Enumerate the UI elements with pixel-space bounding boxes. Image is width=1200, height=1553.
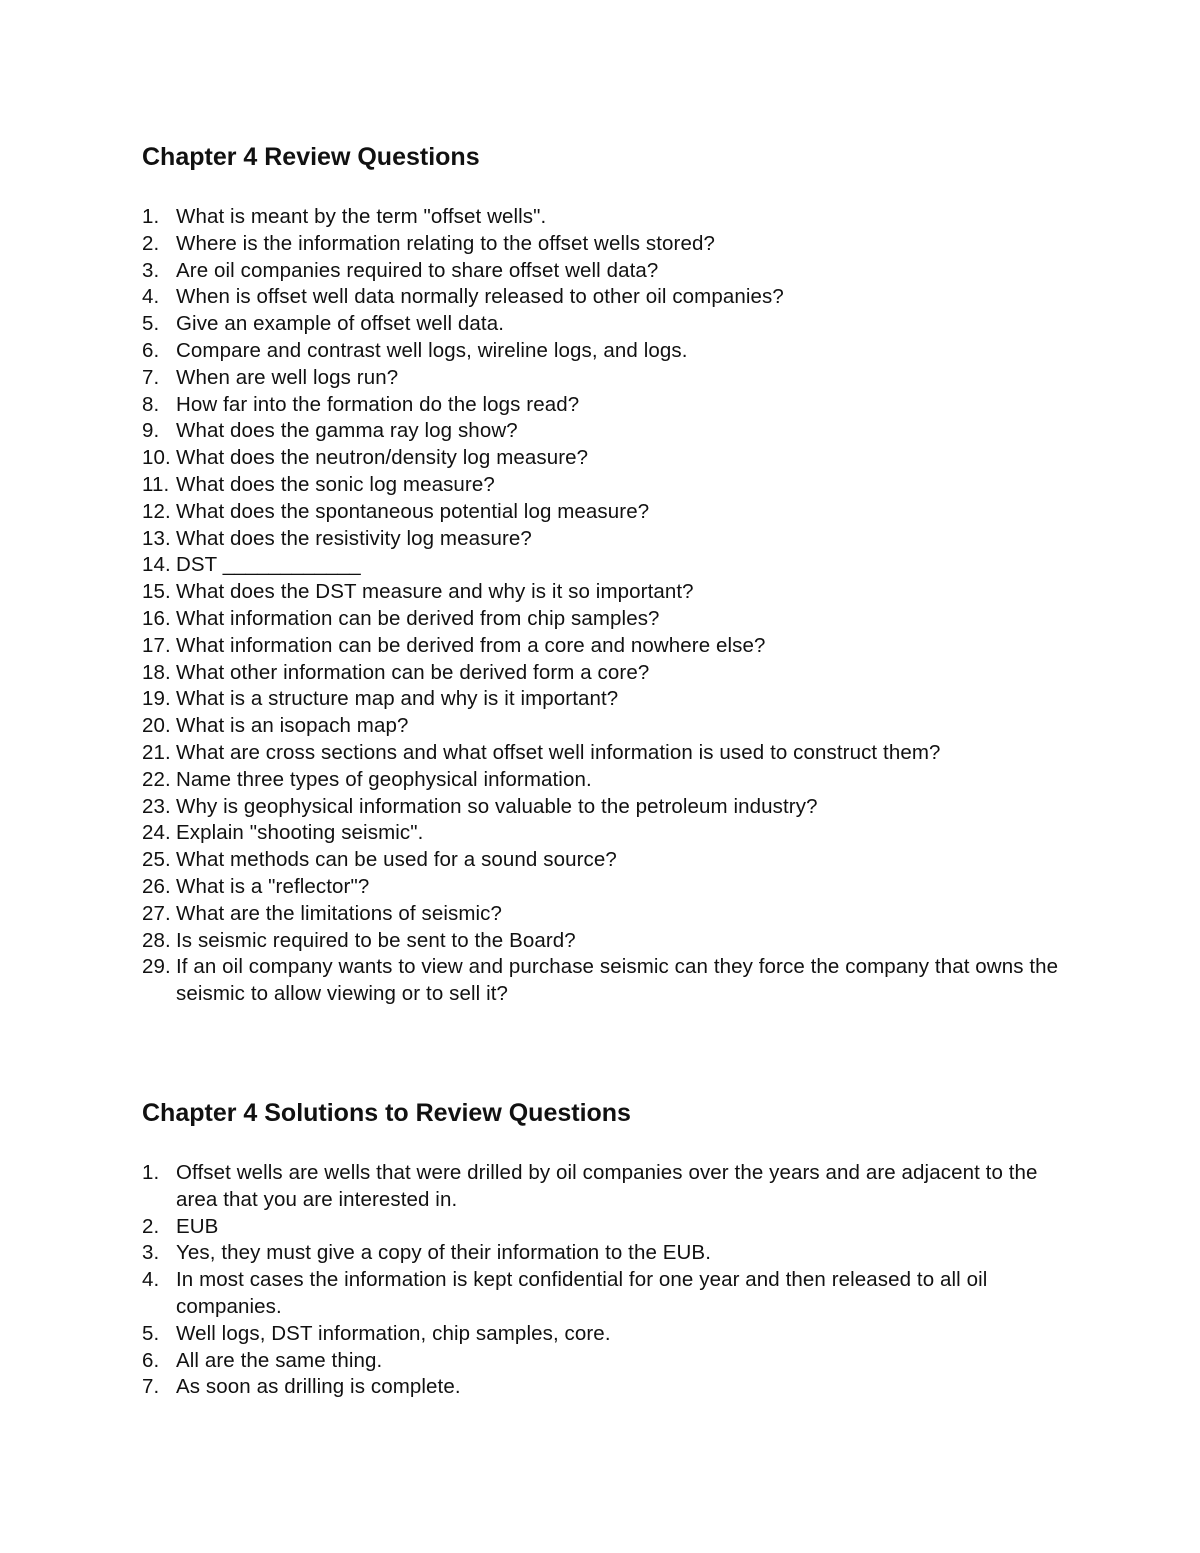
answer-text: As soon as drilling is complete. xyxy=(176,1375,461,1399)
answer-item xyxy=(142,1321,1082,1348)
question-text: What does the DST measure and why is it so important? xyxy=(176,580,694,604)
question-item xyxy=(142,552,1082,579)
answer-text: Offset wells are wells that were drilled by oil companies over the years and are adjacent to the area that you are interested in. xyxy=(176,1161,1038,1211)
question-item xyxy=(142,284,1082,311)
question-text: What is meant by the term "offset wells". xyxy=(176,205,547,228)
answer-number: 1. xyxy=(142,1161,160,1184)
question-number: 4. xyxy=(142,285,160,309)
question-number: 5. xyxy=(142,312,160,336)
question-number: 18. xyxy=(142,660,171,684)
question-item xyxy=(142,847,1082,874)
question-item xyxy=(142,526,1082,553)
answer-text: All are the same thing. xyxy=(176,1348,383,1372)
solutions-title: Chapter 4 Solutions to Review Questions xyxy=(142,1099,631,1127)
question-item xyxy=(142,686,1082,713)
question-number: 17. xyxy=(142,633,171,657)
question-item xyxy=(142,794,1082,821)
question-text: What does the sonic log measure? xyxy=(176,472,495,496)
question-item xyxy=(142,767,1082,794)
question-number: 22. xyxy=(142,767,171,791)
question-number: 1. xyxy=(142,205,160,228)
question-number: 13. xyxy=(142,526,171,550)
answer-item xyxy=(142,1374,1082,1401)
solutions-list xyxy=(142,1160,1082,1401)
question-number: 16. xyxy=(142,606,171,630)
answer-number: 7. xyxy=(142,1375,160,1399)
question-text: What information can be derived from a core and nowhere else? xyxy=(176,633,766,657)
question-item xyxy=(142,954,1082,1008)
question-text: DST ____________ xyxy=(176,553,361,577)
answer-item xyxy=(142,1348,1082,1375)
answer-text: Yes, they must give a copy of their information to the EUB. xyxy=(176,1241,711,1265)
question-item xyxy=(142,311,1082,338)
question-number: 8. xyxy=(142,392,160,416)
question-item xyxy=(142,445,1082,472)
answer-number: 2. xyxy=(142,1214,160,1238)
question-item xyxy=(142,392,1082,419)
question-text: What are the limitations of seismic? xyxy=(176,901,503,925)
question-text: What information can be derived from chip samples? xyxy=(176,606,660,630)
question-number: 21. xyxy=(142,740,171,764)
question-number: 27. xyxy=(142,901,171,925)
answer-item xyxy=(142,1240,1082,1267)
question-item xyxy=(142,606,1082,633)
question-number: 11. xyxy=(142,472,170,496)
question-text: When are well logs run? xyxy=(176,365,399,389)
question-text: Explain "shooting seismic". xyxy=(176,821,424,845)
question-number: 10. xyxy=(142,446,171,470)
question-text: What is an isopach map? xyxy=(176,714,409,738)
question-item xyxy=(142,579,1082,606)
question-number: 3. xyxy=(142,258,160,282)
question-text: Where is the information relating to the offset wells stored? xyxy=(176,231,715,255)
review-questions-section xyxy=(142,140,1082,1008)
question-text: Is seismic required to be sent to the Board? xyxy=(176,928,576,952)
question-item xyxy=(142,633,1082,660)
question-item xyxy=(142,231,1082,258)
review-questions-list xyxy=(142,204,1082,1008)
answer-number: 6. xyxy=(142,1348,160,1372)
question-number: 19. xyxy=(142,687,171,711)
question-item xyxy=(142,901,1082,928)
question-text: What does the neutron/density log measure? xyxy=(176,446,589,470)
question-item xyxy=(142,258,1082,285)
question-item xyxy=(142,365,1082,392)
question-text: Are oil companies required to share offset well data? xyxy=(176,258,659,282)
review-questions-title: Chapter 4 Review Questions xyxy=(142,143,480,171)
question-text: What are cross sections and what offset well information is used to construct them? xyxy=(176,740,941,764)
answer-text: In most cases the information is kept confidential for one year and then released to all oil companies. xyxy=(176,1268,988,1318)
question-text: Compare and contrast well logs, wireline logs, and logs. xyxy=(176,338,688,362)
question-number: 12. xyxy=(142,499,171,523)
question-item xyxy=(142,338,1082,365)
question-number: 23. xyxy=(142,794,171,818)
question-text: How far into the formation do the logs read? xyxy=(176,392,580,416)
question-number: 6. xyxy=(142,338,160,362)
question-item xyxy=(142,418,1082,445)
question-text: What is a "reflector"? xyxy=(176,874,370,898)
answer-item xyxy=(142,1160,1082,1214)
question-text: What does the resistivity log measure? xyxy=(176,526,532,550)
solutions-section xyxy=(142,1096,1082,1401)
question-text: If an oil company wants to view and purchase seismic can they force the company that owns the seismic to allow viewing or to sell it? xyxy=(176,955,1059,1006)
answer-number: 5. xyxy=(142,1321,160,1345)
question-item xyxy=(142,820,1082,847)
question-text: When is offset well data normally released to other oil companies? xyxy=(176,285,784,309)
question-text: What does the gamma ray log show? xyxy=(176,419,518,443)
question-number: 25. xyxy=(142,848,171,872)
question-item xyxy=(142,499,1082,526)
question-text: What does the spontaneous potential log measure? xyxy=(176,499,650,523)
question-item xyxy=(142,740,1082,767)
question-number: 24. xyxy=(142,821,171,845)
question-item xyxy=(142,713,1082,740)
question-number: 29. xyxy=(142,955,171,979)
answer-number: 4. xyxy=(142,1268,160,1292)
question-text: What is a structure map and why is it important? xyxy=(176,687,619,711)
answer-number: 3. xyxy=(142,1241,160,1265)
question-item xyxy=(142,874,1082,901)
question-item xyxy=(142,472,1082,499)
question-text: Give an example of offset well data. xyxy=(176,312,504,336)
answer-item xyxy=(142,1267,1082,1321)
question-text: What other information can be derived form a core? xyxy=(176,660,650,684)
question-text: Name three types of geophysical information. xyxy=(176,767,592,791)
question-number: 20. xyxy=(142,714,171,738)
question-text: Why is geophysical information so valuable to the petroleum industry? xyxy=(176,794,818,818)
answer-item xyxy=(142,1214,1082,1241)
question-number: 28. xyxy=(142,928,171,952)
answer-text: EUB xyxy=(176,1214,219,1238)
question-number: 15. xyxy=(142,580,171,604)
question-item xyxy=(142,204,1082,231)
question-item xyxy=(142,928,1082,955)
question-number: 9. xyxy=(142,419,160,443)
question-number: 26. xyxy=(142,874,171,898)
answer-text: Well logs, DST information, chip samples, core. xyxy=(176,1321,611,1345)
question-number: 7. xyxy=(142,365,160,389)
question-number: 2. xyxy=(142,231,160,255)
question-text: What methods can be used for a sound source? xyxy=(176,848,617,872)
question-number: 14. xyxy=(142,553,171,577)
question-item xyxy=(142,660,1082,687)
